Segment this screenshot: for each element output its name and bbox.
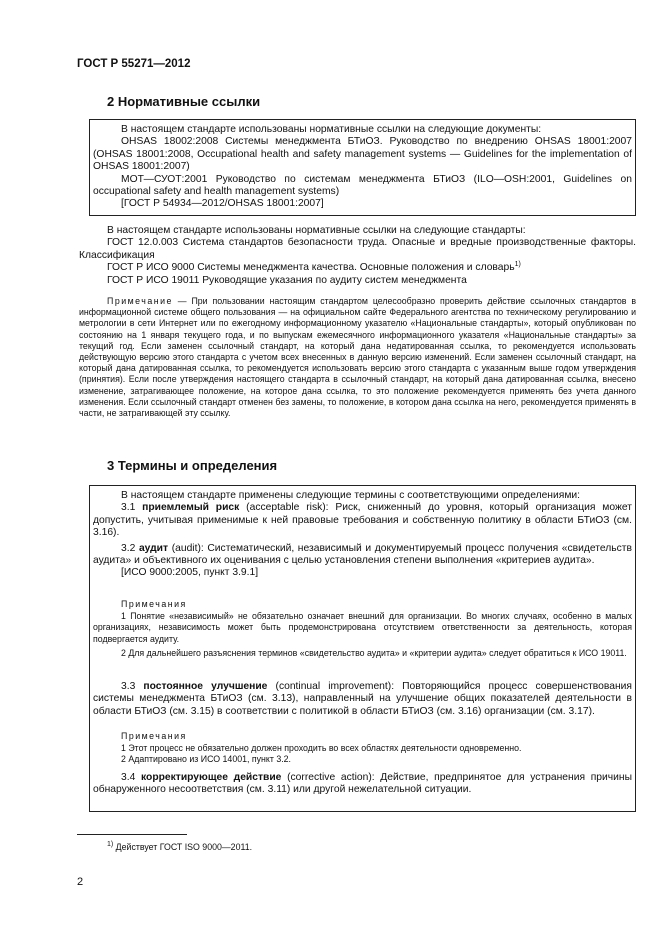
- footnote-marker: 1): [514, 261, 521, 269]
- standard-ref: ГОСТ 12.0.003 Система стандартов безопасности труда. Опасные и вредные производственные факторы. Классификация: [79, 237, 636, 261]
- term-name: корректирующее действие: [141, 772, 282, 783]
- footnote-text: Действует ГОСТ ISO 9000—2011.: [113, 842, 253, 852]
- terms-intro: В настоящем стандарте применены следующие термины с соответствующими определениями:: [121, 490, 581, 501]
- standards-intro: В настоящем стандарте использованы нормативные ссылки на следующие стандарты:: [107, 225, 526, 236]
- terms-block-1: [93, 490, 632, 580]
- note-item: 1 Этот процесс не обязательно должен проходить во всех областях деятельности одновременно.: [121, 743, 522, 754]
- term-name: постоянное улучшение: [143, 681, 268, 692]
- page-number: 2: [77, 876, 84, 888]
- notes-block-2: [93, 731, 632, 766]
- section-3-title: 3 Термины и определения: [107, 458, 278, 473]
- section-2-title: 2 Нормативные ссылки: [107, 94, 261, 109]
- box-paragraph: МОТ—СУОТ:2001 Руководство по системам менеджмента БТиОЗ (ILO—OSH:2001, Guidelines on occupational safety and health management systems): [93, 173, 632, 198]
- standard-ref: ГОСТ Р ИСО 19011 Руководящие указания по аудиту систем менеджмента: [107, 274, 467, 286]
- term-name: приемлемый риск: [142, 502, 240, 514]
- section-2-body: [79, 225, 636, 287]
- terms-box: [89, 485, 636, 812]
- note-text: — При пользовании настоящим стандартом целесообразно проверить действие ссылочных стандартов в информационной системе общего пользования — на официальном сайте Федерального агентства по техническому регулированию и метрологии в сети Интернет или по ежегодному информационному указателю «Национальные стандарты», который опубликован по состоянию на 1 января текущего года, и по выпускам ежемесячного информационного указателя «Национальные стандарты» за текущий год. Если заменен ссылочный стандарт, на который дана недатированная ссылка, то рекомендуется использовать действующую версию этого стандарта с учетом всех внесенных в данную версию изменений. Если заменен ссылочный стандарт, на который дана датированная ссылка, то рекомендуется использовать версию этого стандарта с указанным выше годом утверждения (принятия). Если после утверждения настоящего стандарта в ссылочный стандарт, на который дана датированная ссылка, внесено изменение, затрагивающее положение, на которое дана ссылка, то это положение рекомендуется применять без учета данного изменения. Если ссылочный стандарт отменен без замены, то положение, в котором дана ссылка на него, рекомендуется применять в части, не затрагивающей эту ссылку.: [79, 296, 636, 419]
- term-definition: (audit): Систематический, независимый и документируемый процесс получения «свидетельств аудита» и объективного их оценивания с целью установления степени выполнения «критериев аудита».: [93, 542, 632, 567]
- term-number: 3.2: [121, 542, 139, 554]
- note-item: 1 Понятие «независимый» не обязательно означает внешний для организации. Во многих случаях, особенно в малых организациях, независимость может быть продемонстрирована отсутствием ответственности за деятельность, которая подвергается аудиту.: [93, 611, 632, 644]
- section-2-note: [79, 296, 636, 419]
- footnote-separator: [77, 834, 187, 835]
- note-item: 2 Адаптировано из ИСО 14001, пункт 3.2.: [121, 754, 292, 765]
- term-definition: (continual improvement): Повторяющийся процесс совершенствования системы менеджмента БТиОЗ (см. 3.13), направленный на улучшение общих показателей деятельности в области БТиОЗ (см. 3.15) в соответствии с политикой в области БТиОЗ (см. 3.16) организации (см. 3.17).: [93, 681, 632, 717]
- terms-block-2: [93, 681, 632, 718]
- standard-ref: [79, 262, 636, 274]
- box-paragraph: OHSAS 18002:2008 Системы менеджмента БТиОЗ. Руководство по внедрению OHSAS 18001:2007 (OHSAS 18001:2008, Occupational health and safety management systems — Guidelines for the implementation of OHSAS 18001:2007): [93, 136, 632, 173]
- notes-block-1: [93, 599, 632, 659]
- footnote: [107, 842, 252, 852]
- terms-block-3: [93, 772, 632, 797]
- term-3-1: [93, 502, 632, 539]
- notes-label: Примечания: [121, 731, 187, 741]
- term-3-3: [93, 681, 632, 718]
- note-label: Примечание: [107, 296, 173, 306]
- footnote-number: 1): [107, 841, 114, 848]
- term-number: 3.4: [121, 772, 142, 783]
- term-number: 3.3: [121, 681, 144, 692]
- term-source: [ИСО 9000:2005, пункт 3.9.1]: [121, 567, 259, 579]
- term-name: аудит: [138, 542, 169, 554]
- document-header: ГОСТ Р 55271—2012: [77, 58, 191, 70]
- note-item: 2 Для дальнейшего разъяснения терминов «свидетельство аудита» и «критерии аудита» следует обратиться к ИСО 19011.: [121, 647, 627, 658]
- term-number: 3.1: [121, 502, 143, 514]
- term-3-4: [93, 772, 632, 797]
- box-paragraph: [ГОСТ Р 54934—2012/OHSAS 18001:2007]: [121, 198, 324, 210]
- term-3-2: [93, 543, 632, 568]
- term-definition: (acceptable risk): Риск, сниженный до уровня, который организация может допустить, учитывая применимые к ней правовые требования и собственную политику в области БТиОЗ (см. 3.16).: [93, 502, 632, 539]
- notes-label: Примечания: [121, 599, 187, 609]
- term-definition: (corrective action): Действие, предпринятое для устранения причины обнаруженного несоответствия (см. 3.11) или другой нежелательной ситуации.: [93, 772, 632, 796]
- normative-docs-box: [89, 119, 636, 216]
- standard-ref-text: ГОСТ Р ИСО 9000 Системы менеджмента качества. Основные положения и словарь: [107, 262, 515, 274]
- box-paragraph: В настоящем стандарте использованы нормативные ссылки на следующие документы:: [121, 124, 542, 135]
